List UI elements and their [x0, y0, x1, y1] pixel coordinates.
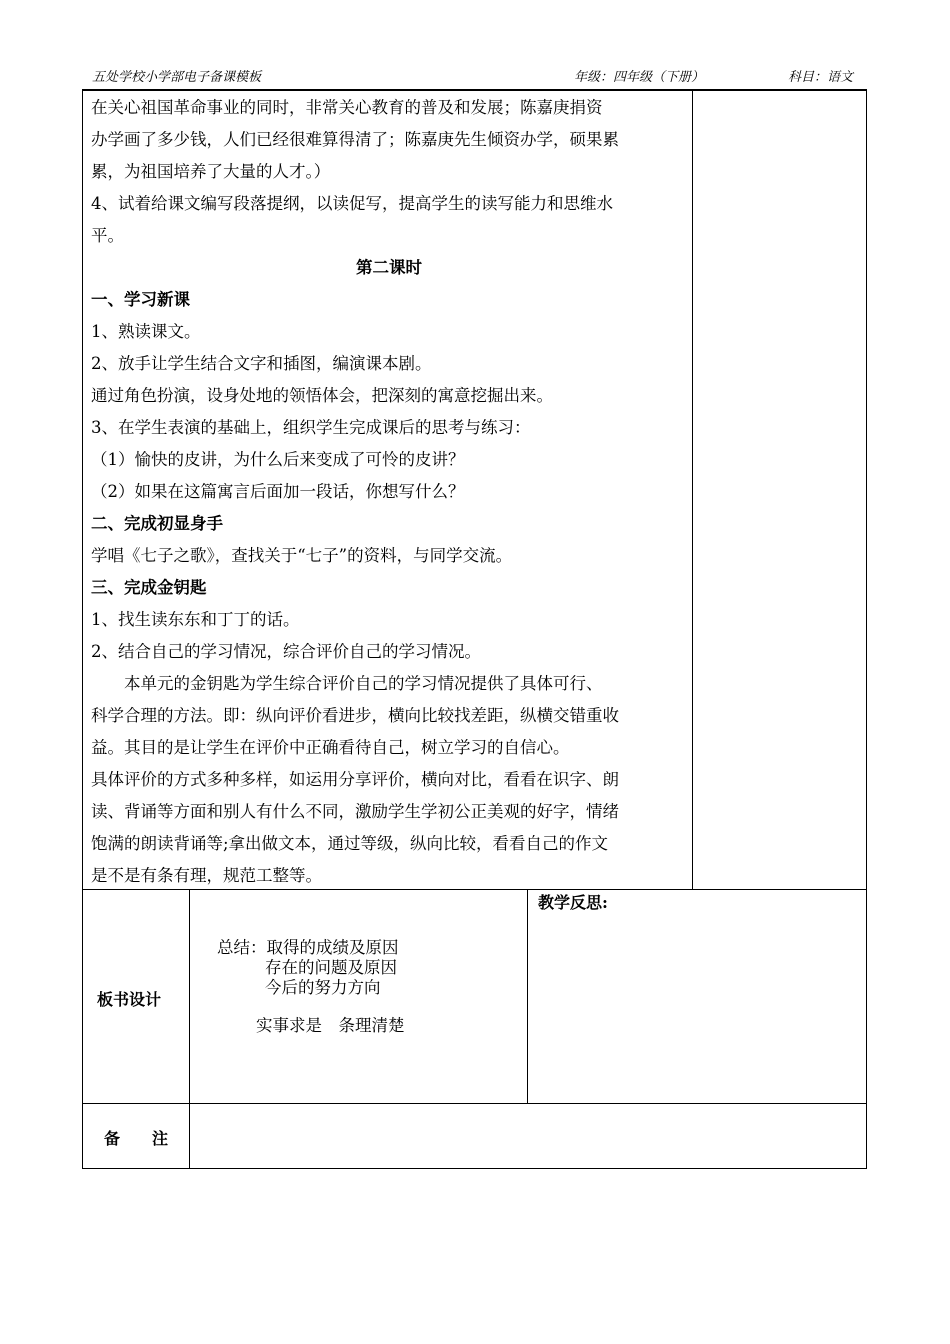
content-line: （2）如果在这篇寓言后面加一段话，你想写什么？ [91, 482, 465, 501]
teaching-reflection-label: 教学反思: [538, 893, 608, 912]
grade-label: 年级：四年级（下册） [574, 70, 705, 85]
content-line: 1、找生读东东和丁丁的话。 [91, 610, 300, 629]
content-line: 科学合理的方法。即：纵向评价看进步，横向比较找差距，纵横交错重收 [91, 706, 619, 725]
content-line: 累，为祖国培养了大量的人才。） [91, 162, 331, 181]
content-line: 具体评价的方式多种多样，如运用分享评价，横向对比，看看在识字、朗 [91, 770, 619, 789]
content-line: 学唱《七子之歌》，查找关于“七子”的资料，与同学交流。 [91, 546, 513, 565]
content-line: 在关心祖国革命事业的同时，非常关心教育的普及和发展；陈嘉庚捐资 [91, 98, 603, 117]
label-column-divider [189, 889, 190, 1169]
section-heading: 三、完成金钥匙 [91, 578, 207, 597]
section-heading: 二、完成初显身手 [91, 514, 223, 533]
remarks-label: 备 注 [104, 1129, 169, 1148]
content-line: 3、在学生表演的基础上，组织学生完成课后的思考与练习： [91, 418, 531, 437]
board-line-principles: 实事求是 条理清楚 [256, 1016, 405, 1035]
section-heading: 一、学习新课 [91, 290, 190, 309]
lesson-content [91, 92, 687, 892]
remarks-row-top-border [82, 1103, 867, 1104]
content-line: 本单元的金钥匙为学生综合评价自己的学习情况提供了具体可行、 [124, 674, 603, 693]
board-line-direction: 今后的努力方向 [265, 978, 381, 997]
content-line: 办学画了多少钱，人们已经很难算得清了；陈嘉庚先生倾资办学，硕果累 [91, 130, 619, 149]
content-line: 1、熟读课文。 [91, 322, 201, 341]
content-line: 通过角色扮演，设身处地的领悟体会，把深刻的寓意挖掘出来。 [91, 386, 553, 405]
board-design-label: 板书设计 [97, 990, 162, 1009]
content-line: 是不是有条有理，规范工整等。 [91, 866, 322, 885]
content-line: 2、结合自己的学习情况，综合评价自己的学习情况。 [91, 642, 481, 661]
reflection-column-divider [527, 889, 528, 1103]
content-line: （1）愉快的皮讲，为什么后来变成了可怜的皮讲？ [91, 450, 465, 469]
lesson-period-title: 第二课时 [356, 258, 422, 277]
content-line: 平。 [91, 226, 124, 245]
content-line: 4、试着给课文编写段落提纲，以读促写，提高学生的读写能力和思维水 [91, 194, 613, 213]
board-line-summary: 总结：取得的成绩及原因 [217, 938, 399, 957]
school-template-title: 五处学校小学部电子备课模板 [92, 70, 262, 85]
content-line: 读、背诵等方面和别人有什么不同，激励学生学初公正美观的好字，情绪 [91, 802, 619, 821]
content-line: 饱满的朗读背诵等;拿出做文本，通过等级，纵向比较，看看自己的作文 [91, 834, 609, 853]
content-line: 2、放手让学生结合文字和插图，编演课本剧。 [91, 354, 432, 373]
content-line: 益。其目的是让学生在评价中正确看待自己，树立学习的自信心。 [91, 738, 570, 757]
board-line-problems: 存在的问题及原因 [265, 958, 397, 977]
page-header [82, 64, 867, 86]
subject-label: 科目：语文 [788, 70, 854, 85]
content-side-column-divider [692, 90, 693, 889]
